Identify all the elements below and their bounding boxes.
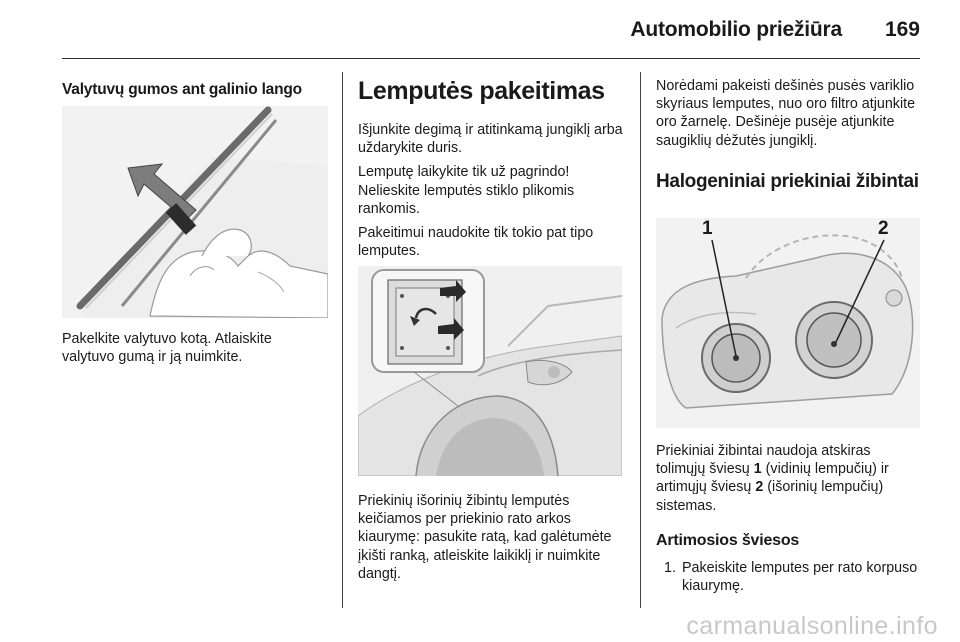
callout-2: 2 [878, 218, 889, 239]
header-rule [62, 58, 920, 59]
desc-part: (vidinių lempučių) ir artimųjų šviesų [656, 461, 889, 496]
section-title: Automobilio priežiūra [630, 18, 842, 41]
wiper-caption: Pakelkite valytuvo kotą. Atlaiskite valytuvo gumą ir ją nuimkite. [62, 331, 272, 366]
low-beam-heading: Artimosios šviesos [656, 531, 800, 549]
desc-ref-1: 1 [753, 461, 762, 478]
bulb-change-title: Lemputės pakeitimas [358, 77, 605, 105]
wheel-arch-figure [358, 266, 622, 476]
wheel-arch-caption-block [358, 492, 624, 583]
bulb-paragraph-1: Išjunkite degimą ir atitinkamą jungiklį arba uždarykite duris. [358, 122, 623, 157]
headlight-description [656, 442, 922, 515]
headlight-text-block [656, 442, 922, 595]
wiper-heading: Valytuvų gumos ant galinio lango [62, 81, 302, 98]
page-number: 169 [884, 18, 920, 41]
desc-part: Priekiniai žibintai naudoja atskiras tolimųjų šviesų [656, 443, 871, 478]
column-divider [342, 72, 343, 608]
column-headlights [656, 72, 922, 194]
step-text: Pakeiskite lemputes per rato korpuso kiaurymę. [682, 559, 918, 595]
desc-ref-2: 2 [755, 479, 764, 496]
desc-part: (išorinių lempučių) sistemas. [656, 479, 884, 514]
step-number: 1. [664, 559, 676, 576]
step-list [656, 559, 922, 595]
column-bulb-change [358, 72, 624, 260]
intro-paragraph: Norėdami pakeisti dešinės pusės variklio skyriaus lemputes, nuo oro filtro atjunkite oro žarnelę. Dešinėje pusėje atjunkite saugiklių dėžutės jungiklį. [656, 78, 916, 149]
column-wiper-blade [62, 72, 328, 100]
page-header [0, 0, 960, 60]
wheel-arch-caption: Priekinių išorinių žibintų lemputės keičiamos per priekinio rato arkos kiaurymę: pasukite ratą, kad galėtumėte įkišti ranką, atleiskite laikiklį ir nuimkite dangtį. [358, 493, 612, 582]
callout-1: 1 [702, 218, 713, 239]
wiper-figure [62, 106, 328, 318]
bulb-paragraph-2: Lemputę laikykite tik už pagrindo! Nelieskite lemputės stiklo plikomis rankomis. [358, 164, 575, 217]
watermark: carmanualsonline.info [686, 612, 938, 640]
bulb-paragraph-3: Pakeitimui naudokite tik tokio pat tipo lemputes. [358, 225, 594, 260]
halogen-heading: Halogeniniai priekiniai žibintai [656, 170, 919, 192]
wiper-caption-block [62, 330, 328, 366]
column-divider [640, 72, 641, 608]
headlight-figure [656, 218, 920, 428]
